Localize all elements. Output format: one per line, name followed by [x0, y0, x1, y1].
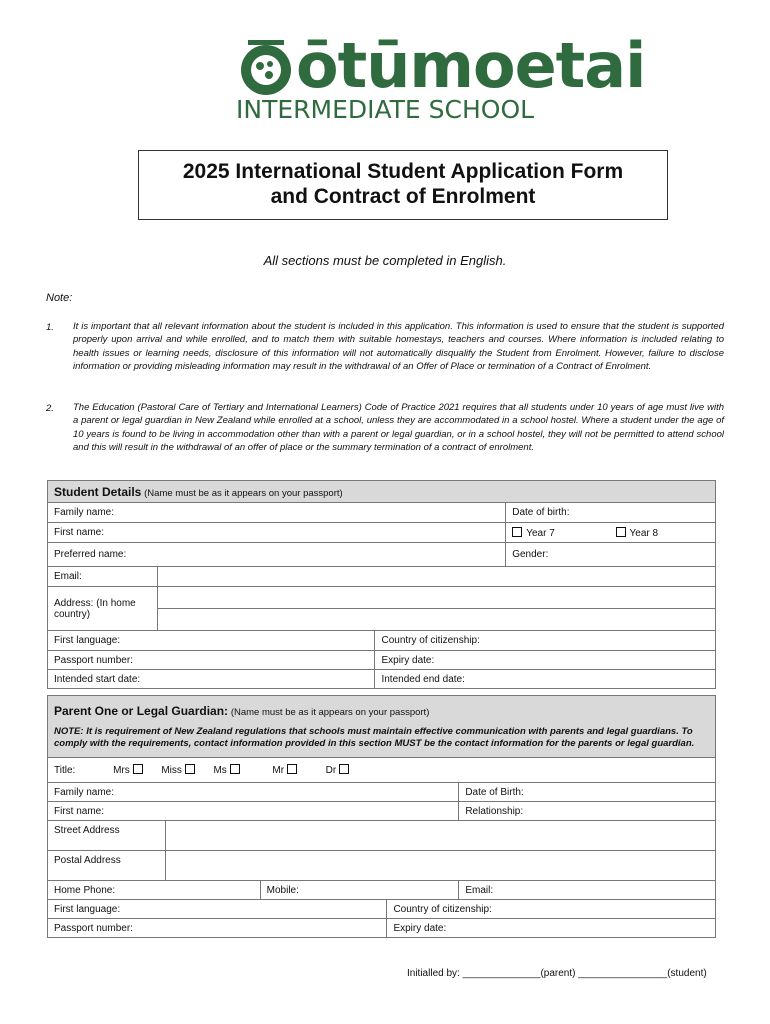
title-ms-checkbox[interactable]: Ms: [213, 765, 243, 776]
parent-first-language-field[interactable]: First language:: [48, 900, 387, 919]
parent-expiry-field[interactable]: Expiry date:: [387, 919, 716, 938]
parent-first-name-field[interactable]: First name:: [48, 802, 459, 821]
student-expiry-field[interactable]: Expiry date:: [375, 651, 716, 670]
logo-subtitle: INTERMEDIATE SCHOOL: [236, 95, 535, 124]
student-citizenship-field[interactable]: Country of citizenship:: [375, 631, 716, 651]
checkbox-icon: [133, 764, 143, 774]
parent-header: Parent One or Legal Guardian: (Name must be as it appears on your passport) NOTE: It is requirement of New Zealand regulations that schools must maintain effective communication with parents and legal guardians. To comply with the requirements, contact information provided in this section MUST be the contact information for the parents or legal guardian.: [48, 696, 716, 758]
note-number-1: 1.: [46, 322, 54, 333]
checkbox-icon: [616, 527, 626, 537]
year7-checkbox[interactable]: Year 7: [512, 528, 555, 539]
address-label: Address: (In home country): [48, 587, 158, 631]
nz-regulation-note: NOTE: It is requirement of New Zealand regulations that schools must maintain effective communication with parents and legal guardians. To comply with the requirements, contact information provided in this section MUST be the contact information for the parents or legal guardian.: [54, 726, 695, 749]
title-label: Title:: [54, 765, 76, 776]
form-title-line1: 2025 International Student Application Form: [182, 160, 624, 183]
parent-guardian-table: [47, 695, 716, 938]
checkbox-icon: [287, 764, 297, 774]
logo-wordmark: ōtūmoetai: [296, 29, 646, 102]
note-heading: Note:: [46, 292, 73, 304]
year-level-field: [506, 523, 716, 543]
relationship-field[interactable]: Relationship:: [459, 802, 716, 821]
checkbox-icon: [512, 527, 522, 537]
parent-citizenship-field[interactable]: Country of citizenship:: [387, 900, 716, 919]
student-details-header: Student Details (Name must be as it appears on your passport): [48, 481, 716, 503]
mobile-field[interactable]: Mobile:: [260, 881, 459, 900]
home-phone-field[interactable]: Home Phone:: [48, 881, 261, 900]
postal-address-label: Postal Address: [48, 851, 166, 881]
parent-passport-field[interactable]: Passport number:: [48, 919, 387, 938]
checkbox-icon: [339, 764, 349, 774]
year8-checkbox[interactable]: Year 8: [616, 528, 659, 539]
title-mr-checkbox[interactable]: Mr: [272, 765, 300, 776]
parent-email-field[interactable]: Email:: [459, 881, 716, 900]
title-row: [48, 758, 716, 783]
gender-field[interactable]: Gender:: [506, 543, 716, 567]
student-details-table: [47, 480, 716, 689]
form-title-box: [138, 150, 668, 220]
note-number-2: 2.: [46, 403, 54, 414]
student-address-line1[interactable]: [157, 587, 715, 609]
student-first-language-field[interactable]: First language:: [48, 631, 375, 651]
intended-start-date-field[interactable]: Intended start date:: [48, 670, 375, 689]
parent-family-name-field[interactable]: Family name:: [48, 783, 459, 802]
email-label: Email:: [48, 567, 158, 587]
checkbox-icon: [230, 764, 240, 774]
parent-dob-field[interactable]: Date of Birth:: [459, 783, 716, 802]
street-address-label: Street Address: [48, 821, 166, 851]
preferred-name-field[interactable]: Preferred name:: [48, 543, 506, 567]
student-dob-field[interactable]: Date of birth:: [506, 503, 716, 523]
student-email-field[interactable]: [157, 567, 715, 587]
checkbox-icon: [185, 764, 195, 774]
title-miss-checkbox[interactable]: Miss: [161, 765, 198, 776]
form-title-line2: and Contract of Enrolment: [270, 185, 536, 208]
student-family-name-field[interactable]: Family name:: [48, 503, 506, 523]
student-address-line2[interactable]: [157, 609, 715, 631]
student-passport-field[interactable]: Passport number:: [48, 651, 375, 670]
koru-emblem-icon: [236, 40, 296, 100]
title-dr-checkbox[interactable]: Dr: [326, 765, 353, 776]
postal-address-field[interactable]: [165, 851, 715, 881]
student-first-name-field[interactable]: First name:: [48, 523, 506, 543]
intended-end-date-field[interactable]: Intended end date:: [375, 670, 716, 689]
english-instruction: All sections must be completed in English.: [263, 253, 507, 268]
street-address-field[interactable]: [165, 821, 715, 851]
note-text-2: The Education (Pastoral Care of Tertiary and International Learners) Code of Practice 2021 requires that all students under 10 years of age must live with a parent or legal guardian in New Zealand while enrolled at a school, unless they are accommodated in a school hostel. Where a student under the age of 10 years is found to be living in accommodation other than with a parent or legal guardian, or in a school hostel, they will not be permitted to attend school and this will result in the withdrawal of an offer of place or the summary termination of a contract of enrolment.: [73, 402, 724, 454]
initialled-by-line: Initialled by: ______________(parent) ________________(student): [407, 968, 707, 979]
title-mrs-checkbox[interactable]: Mrs: [113, 765, 146, 776]
note-text-1: It is important that all relevant information about the student is included in this application. This information is used to ensure that the student is supported properly upon arrival and while enrolled, and to match them with suitable homestays, teachers and courses. Where information is included relating to health issues or learning needs, disclosure of this information will not automatically disqualify the Student from Enrolment. However, failure to disclose information or providing misleading information may result in the withdrawal of an Offer of Place or termination of a Contract of Enrolment.: [73, 321, 724, 373]
